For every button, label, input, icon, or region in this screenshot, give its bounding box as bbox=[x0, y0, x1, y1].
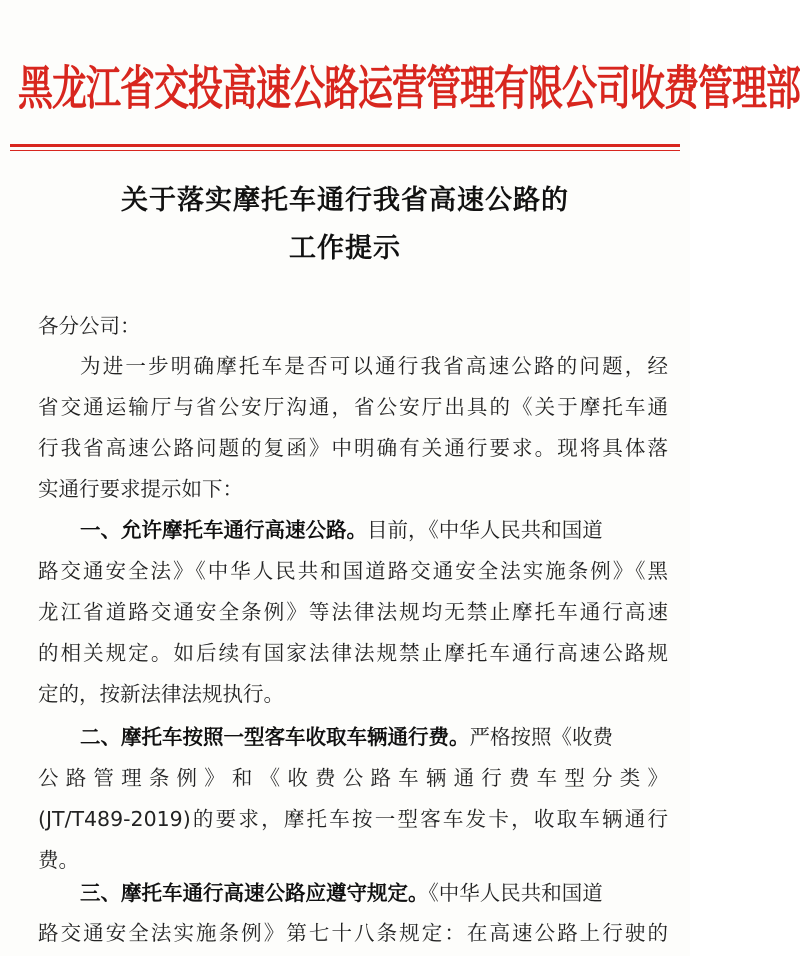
section-1-line-1-text: 目前，《中华人民共和国道 bbox=[367, 518, 603, 542]
salutation: 各分公司： bbox=[38, 314, 141, 338]
section-1-line-3: 龙江省道路交通安全条例》等法律法规均无禁止摩托车通行高速 bbox=[38, 600, 668, 624]
section-3-line-2: 路交通安全法实施条例》第七十八条规定：在高速公路上行驶的 bbox=[38, 921, 668, 945]
section-1-line-4: 的相关规定。如后续有国家法律法规禁止摩托车通行高速公路规 bbox=[38, 641, 668, 665]
intro-line-1: 为进一步明确摩托车是否可以通行我省高速公路的问题，经 bbox=[80, 354, 668, 378]
document-title-line-1: 关于落实摩托车通行我省高速公路的 bbox=[121, 185, 569, 216]
section-3-heading: 三、摩托车通行高速公路应遵守规定。 bbox=[80, 881, 429, 905]
section-2-heading: 二、摩托车按照一型客车收取车辆通行费。 bbox=[80, 725, 470, 749]
section-2-line-1 bbox=[80, 717, 668, 757]
intro-line-3: 行我省高速公路问题的复函》中明确有关通行要求。现将具体落 bbox=[38, 436, 668, 460]
section-3-line-1 bbox=[80, 873, 668, 913]
section-1-line-1 bbox=[80, 510, 668, 550]
section-2-line-4: 费。 bbox=[38, 848, 79, 872]
letterhead-rule-thin bbox=[10, 150, 680, 151]
letterhead-title: 黑龙江省交投高速公路运营管理有限公司收费管理部 bbox=[18, 61, 800, 117]
section-3-line-1-text: 《中华人民共和国道 bbox=[428, 881, 603, 905]
section-2-line-3: (JT/T489-2019)的要求，摩托车按一型客车发卡，收取车辆通行 bbox=[38, 807, 668, 831]
intro-line-4: 实通行要求提示如下： bbox=[38, 477, 243, 501]
section-1-heading: 一、允许摩托车通行高速公路。 bbox=[80, 518, 367, 542]
section-2-line-2: 公路管理条例》和《收费公路车辆通行费车型分类》 bbox=[38, 766, 668, 790]
section-1-line-2: 路交通安全法》《中华人民共和国道路交通安全法实施条例》《黑 bbox=[38, 559, 668, 583]
intro-line-2: 省交通运输厅与省公安厅沟通，省公安厅出具的《关于摩托车通 bbox=[38, 395, 668, 419]
section-1-line-5: 定的，按新法律法规执行。 bbox=[38, 682, 284, 706]
section-2-line-1-text: 严格按照《收费 bbox=[469, 725, 613, 749]
document-title-line-2: 工作提示 bbox=[289, 233, 401, 264]
letterhead-rule-thick bbox=[10, 144, 680, 147]
